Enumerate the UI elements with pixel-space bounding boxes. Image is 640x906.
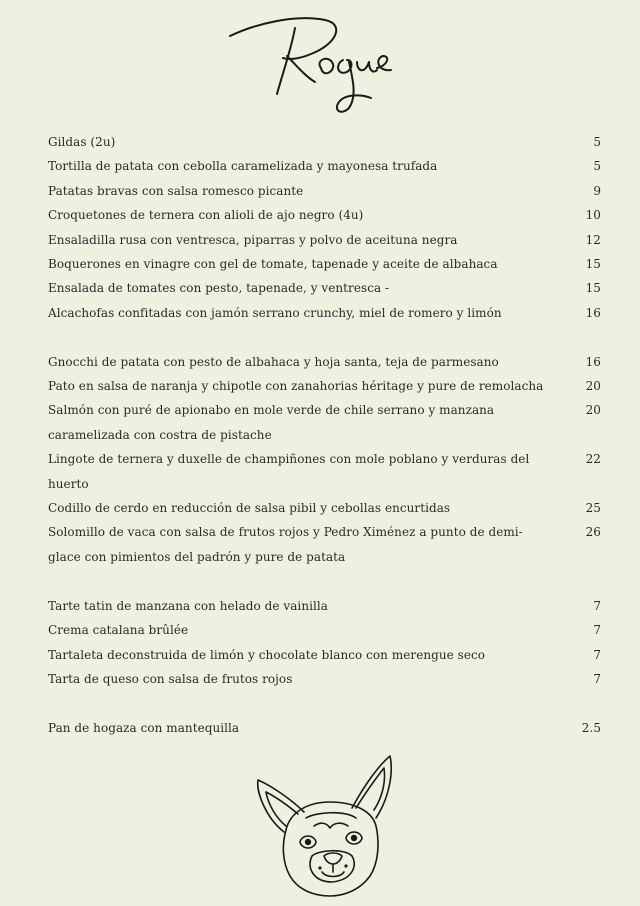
menu-item-name: Tortilla de patata con cebolla caramelizada y mayonesa trufada: [48, 159, 438, 174]
menu-item: [48, 520, 601, 569]
menu-item-name: Gildas (2u): [48, 135, 116, 149]
menu-item: [48, 496, 601, 520]
menu-item-price: 2.5: [581, 720, 601, 735]
menu-item: [48, 447, 601, 496]
menu-item: [48, 643, 601, 667]
roque-signature-logo: [225, 10, 400, 120]
menu-item: [48, 618, 601, 642]
menu-item-name: Ensalada de tomates con pesto, tapenade, y ventresca -: [48, 281, 390, 296]
menu-item: [48, 276, 601, 300]
menu-item: [48, 667, 601, 691]
menu-item: [48, 252, 601, 276]
menu-section-mains: [48, 350, 601, 570]
menu-item: [48, 350, 601, 374]
menu-item: [48, 398, 601, 447]
section-spacer: [48, 569, 601, 593]
menu-item-price: 16: [585, 305, 601, 320]
menu-item-price: 20: [585, 403, 601, 418]
menu-item-price: 5: [593, 159, 601, 174]
menu-item-price: 20: [585, 379, 601, 394]
restaurant-logo: [225, 10, 400, 120]
section-spacer: [48, 691, 601, 715]
menu-item-name: Alcachofas confitadas con jamón serrano crunchy, miel de romero y limón: [48, 305, 502, 320]
menu-item-name: Ensaladilla rusa con ventresca, piparras y polvo de aceituna negra: [48, 232, 458, 247]
menu-item-name: Tarta de queso con salsa de frutos rojos: [48, 671, 293, 686]
menu-item-name: Croquetones de ternera con alioli de ajo negro (4u): [48, 208, 364, 223]
menu-item-name: Pan de hogaza con mantequilla: [48, 720, 240, 735]
menu-item: [48, 203, 601, 227]
menu-item: [48, 130, 601, 154]
menu-item-name: Salmón con puré de apionabo en mole verde de chile serrano y manzana caramelizada con costra de pistache: [48, 403, 495, 442]
french-bulldog-illustration: [252, 752, 400, 900]
menu-item: [48, 154, 601, 178]
menu-section-desserts: [48, 594, 601, 692]
menu-item: [48, 374, 601, 398]
menu-item-price: 22: [585, 452, 601, 467]
menu-item-price: 25: [585, 501, 601, 516]
menu-item-price: 9: [593, 183, 601, 198]
menu-item-name: Crema catalana brûlée: [48, 623, 189, 638]
menu-item: [48, 179, 601, 203]
section-spacer: [48, 325, 601, 349]
bulldog-icon: [252, 752, 400, 900]
menu-item-name: Solomillo de vaca con salsa de frutos rojos y Pedro Ximénez a punto de demi-glace con pimientos del padrón y pure de patata: [48, 525, 523, 564]
menu-item-name: Tarte tatin de manzana con helado de vainilla: [48, 598, 328, 613]
menu-item-name: Lingote de ternera y duxelle de champiñones con mole poblano y verduras del huerto: [48, 452, 530, 491]
menu-item-name: Tartaleta deconstruida de limón y chocolate blanco con merengue seco: [48, 647, 486, 662]
menu-item: [48, 228, 601, 252]
menu-list: [48, 130, 601, 740]
menu-item-name: Patatas bravas con salsa romesco picante: [48, 183, 304, 198]
menu-item: [48, 594, 601, 618]
menu-item-price: 16: [585, 354, 601, 369]
menu-item-name: Gnocchi de patata con pesto de albahaca y hoja santa, teja de parmesano: [48, 354, 499, 369]
menu-item-name: Boquerones en vinagre con gel de tomate, tapenade y aceite de albahaca: [48, 257, 498, 272]
menu-item-price: 15: [585, 281, 601, 296]
menu-item-price: 12: [585, 232, 601, 247]
menu-section-starters: [48, 130, 601, 325]
menu-item: [48, 301, 601, 325]
menu-item-price: 7: [593, 623, 601, 638]
menu-item-name: Codillo de cerdo en reducción de salsa pibil y cebollas encurtidas: [48, 501, 451, 516]
menu-item-price: 10: [585, 208, 601, 223]
menu-item-price: 7: [593, 598, 601, 613]
menu-item-price: 5: [593, 135, 601, 149]
menu-item: [48, 716, 601, 740]
menu-item-price: 7: [593, 671, 601, 686]
menu-item-name: Pato en salsa de naranja y chipotle con zanahorias héritage y pure de remolacha: [48, 379, 544, 394]
menu-section-bread: [48, 716, 601, 740]
menu-item-price: 15: [585, 257, 601, 272]
menu-item-price: 7: [593, 647, 601, 662]
menu-item-price: 26: [585, 525, 601, 540]
